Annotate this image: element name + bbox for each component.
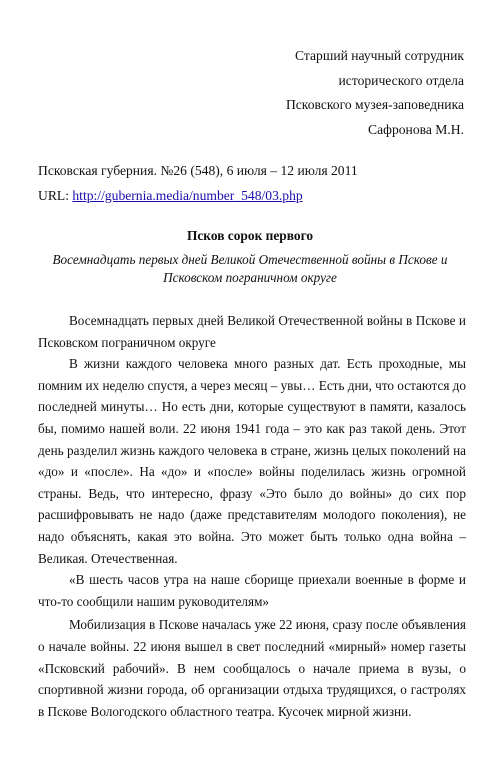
article-title: Псков сорок первого bbox=[186, 228, 314, 243]
body-paragraph: «В шесть часов утра на наше сборище приехали военные в форме и что-то сообщили нашим руководителям» bbox=[38, 572, 466, 609]
source-url-link[interactable]: http://gubernia.media/number_548/03.php bbox=[72, 187, 303, 203]
author-institution: Псковского музея-заповедника bbox=[285, 97, 464, 112]
body-paragraph: Мобилизация в Пскове началась уже 22 июня, сразу после объявления о начале войны. 22 июня вышел в свет последний «мирный» номер газеты «Псковский рабочий». В нем сообщалось о начале приема в вузы, о спортивной жизни города, об организации отдыха трудящихся, о гастролях в Пскове Вологодского областного театра. Кусочек мирной жизни. bbox=[38, 617, 466, 719]
body-paragraph: Восемнадцать первых дней Великой Отечественной войны в Пскове и Псковском пограничном округе bbox=[38, 313, 466, 350]
author-name: Сафронова М.Н. bbox=[368, 121, 464, 137]
source-url-line bbox=[38, 184, 358, 209]
source-block bbox=[38, 159, 358, 208]
article-subtitle: Восемнадцать первых дней Великой Отечественной войны в Пскове и Псковском пограничном округе bbox=[52, 252, 448, 285]
source-url-label: URL: bbox=[38, 187, 73, 203]
article-body bbox=[38, 310, 466, 722]
author-position: Старший научный сотрудник bbox=[295, 48, 464, 63]
author-block bbox=[286, 44, 464, 142]
author-department: исторического отдела bbox=[338, 72, 464, 88]
body-paragraph: В жизни каждого человека много разных дат. Есть проходные, мы помним их неделю спустя, а через месяц – увы… Есть дни, что остаются до последней минуты… Но есть дни, которые существуют в памяти, казалось бы, помимо нашей воли. 22 июня 1941 года – это как раз такой день. Этот день разделил жизнь каждого человека в стране, жизнь целых поколений на «до» и «после». На «до» и «после» войны поделилась жизнь огромной страны. Ведь, что интересно, фразу «Это было до войны» до сих пор расшифровывать не надо (даже представителям молодого поколения), не надо объяснять, какая это война. Это может быть только одна война – Великая. Отечественная. bbox=[38, 356, 466, 566]
source-citation: Псковская губерния. №26 (548), 6 июля – 12 июля 2011 bbox=[38, 163, 358, 178]
